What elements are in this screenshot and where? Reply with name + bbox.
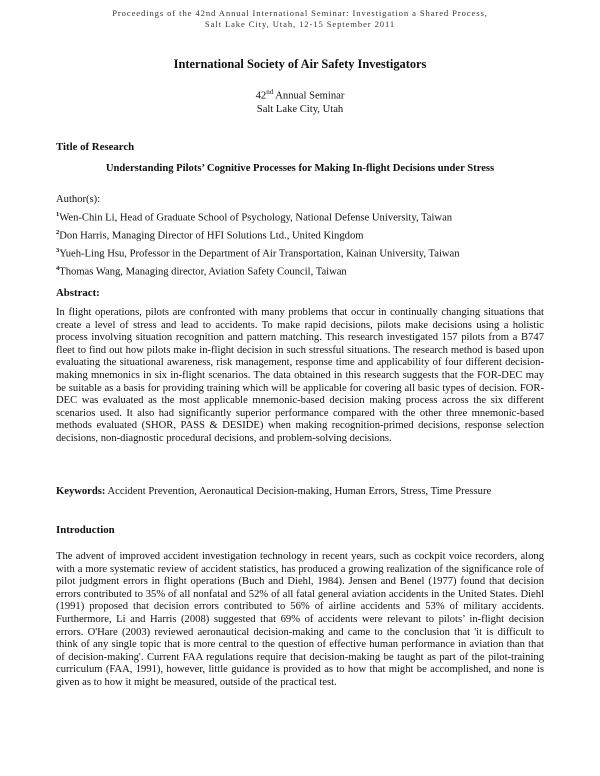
author-text: Yueh-Ling Hsu, Professor in the Department of Air Transportation, Kainan University, Taiwan — [59, 248, 460, 260]
abstract-label: Abstract: — [56, 287, 100, 299]
seminar-info — [0, 86, 600, 116]
author-number: 3 — [56, 246, 60, 254]
seminar-label: Annual Seminar — [273, 90, 345, 102]
introduction-text: The advent of improved accident investigation technology in recent years, such as cockpit voice recorders, along with a more systematic review of accident statistics, has produced a growing realization of the significance role of pilot judgment errors in flight operations (Buch and Diehl, 1984). Jensen and Benel (1977) found that decision errors contributed to 35% of all nonfatal and 52% of all fatal general aviation accidents in the United States. Diehl (1991) proposed that decision errors contributed to 56% of airline accidents and 53% of military accidents. Furthermore, Li and Harris (2008) suggested that 69% of accidents were relevant to pilots’ in-flight decision errors. O'Hare (2003) reviewed aeronautical decision-making and came to the conclusion that 'it is difficult to think of any single topic that is more central to the question of effective human performance in aviation than that of decision-making'. Current FAA regulations require that decision-making be taught as part of the pilot-training curriculum (FAA, 1991), however, little guidance is provided as to how that might be accomplished, and none is given as to how it might be measured, outside of the practical test. — [56, 551, 544, 688]
author-text: Wen-Chin Li, Head of Graduate School of Psychology, National Defense University, Taiwan — [59, 212, 453, 224]
research-title-label: Title of Research — [56, 141, 135, 153]
author-text: Don Harris, Managing Director of HFI Solutions Ltd., United Kingdom — [59, 230, 364, 242]
introduction-heading: Introduction — [56, 524, 115, 536]
authors-block — [56, 193, 546, 280]
author-number: 2 — [56, 228, 60, 236]
running-head-line-2: Salt Lake City, Utah, 12-15 September 2011 — [204, 19, 396, 29]
keywords-label: Keywords: — [56, 486, 106, 497]
seminar-number: 42 — [255, 90, 267, 102]
seminar-ordinal-suffix: nd — [266, 88, 274, 96]
running-head — [0, 8, 600, 30]
author-item — [56, 208, 546, 226]
keywords-line — [56, 486, 546, 497]
author-item — [56, 226, 546, 244]
research-title: Understanding Pilots’ Cognitive Processes for Making In-flight Decisions under Stress — [105, 163, 495, 174]
author-number: 1 — [56, 210, 60, 218]
author-number: 4 — [56, 264, 60, 272]
running-head-line-1: Proceedings of the 42nd Annual International Seminar: Investigation a Shared Process, — [112, 8, 488, 18]
author-text: Thomas Wang, Managing director, Aviation Safety Council, Taiwan — [59, 266, 347, 278]
keywords-text: Accident Prevention, Aeronautical Decision-making, Human Errors, Stress, Time Pressure — [107, 486, 492, 497]
abstract-text: In flight operations, pilots are confronted with many problems that occur in continually changing situations that create a level of stress and lead to accidents. To make rapid decisions, pilots make decisions using a holistic process involving situation recognition and pattern matching. This research investigated 157 pilots from a B747 fleet to find out how pilots make in-flight decision in such stressful situations. The research method is based upon evaluating the situational awareness, risk management, response time and applicability of four different decision-making mnemonics in six in-flight scenarios. The data obtained in this research suggests that the FOR-DEC may be suitable as a basis for providing training which will be applicable for covering all basic types of decision. FOR-DEC was evaluated as the most applicable mnemonic-based decision making process across the six different scenarios used. It also had significantly superior performance compared with the other three mnemonic-based methods evaluated (SHOR, PASS & DESIDE) when making recognition-primed decisions, response selection decisions, non-diagnostic procedural decisions, and problem-solving decisions. — [56, 307, 544, 444]
author-item — [56, 244, 546, 262]
seminar-location: Salt Lake City, Utah — [256, 103, 344, 115]
author-item — [56, 262, 546, 280]
organization-title: International Society of Air Safety Investigators — [173, 57, 427, 71]
authors-label: Author(s): — [56, 194, 101, 205]
seminar-name — [0, 86, 600, 103]
